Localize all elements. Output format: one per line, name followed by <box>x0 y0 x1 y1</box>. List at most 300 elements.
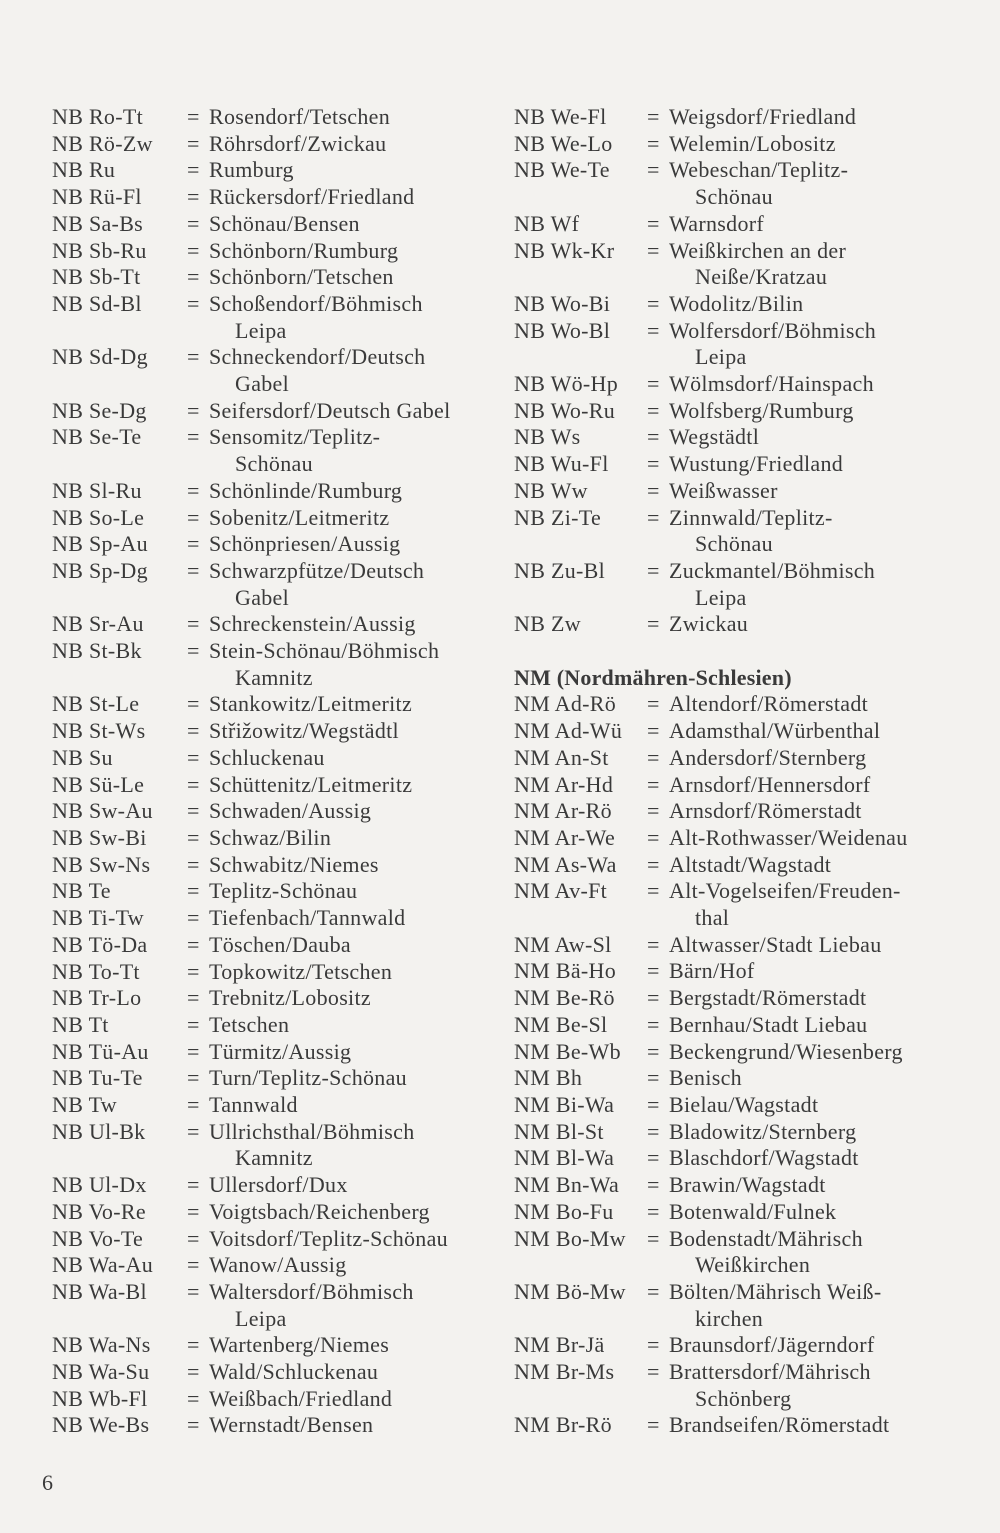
place-name-line: Weißbach/Friedland <box>209 1385 393 1411</box>
place-name-continuation: Gabel <box>235 584 290 610</box>
entry-code: NB Su <box>52 744 113 770</box>
entry-code: NB Tw <box>52 1092 117 1118</box>
list-item <box>514 451 984 478</box>
equals-sign: = <box>647 1359 660 1385</box>
entry-place-name <box>669 985 984 1012</box>
entry-code: NB We-Bs <box>52 1412 150 1438</box>
equals-sign: = <box>647 1198 660 1224</box>
entry-place-name <box>669 424 984 451</box>
list-item <box>514 745 984 772</box>
place-name-line: Weißkirchen an der <box>669 237 847 263</box>
list-item <box>52 1279 522 1332</box>
equals-sign: = <box>647 130 660 156</box>
entry-place-name <box>209 1039 522 1066</box>
entry-place-name <box>209 611 522 638</box>
equals-sign: = <box>647 1065 660 1091</box>
entry-code: NB Te <box>52 878 111 904</box>
list-item <box>514 424 984 451</box>
entry-code: NM Bä-Ho <box>514 958 617 984</box>
equals-sign: = <box>187 264 200 290</box>
list-item <box>52 104 522 131</box>
place-name-line: Wölmsdorf/Hainspach <box>669 371 874 397</box>
entry-place-name <box>669 878 984 931</box>
entry-place-name <box>209 1412 522 1439</box>
equals-sign: = <box>187 1038 200 1064</box>
place-name-line: Brattersdorf/Mährisch <box>669 1359 871 1385</box>
list-item <box>52 1065 522 1092</box>
entry-code: NM As-Wa <box>514 851 617 877</box>
entry-place-name <box>209 1252 522 1279</box>
entry-code: NB Ww <box>514 477 588 503</box>
entry-place-name <box>669 1172 984 1199</box>
list-item <box>514 611 984 638</box>
equals-sign: = <box>187 985 200 1011</box>
place-name-line: Voigtsbach/Reichenberg <box>209 1198 430 1224</box>
entry-code: NB Ul-Dx <box>52 1172 147 1198</box>
equals-sign: = <box>187 344 200 370</box>
equals-sign: = <box>187 851 200 877</box>
place-name-line: Schneckendorf/Deutsch <box>209 344 426 370</box>
equals-sign: = <box>187 1278 200 1304</box>
entry-code: NB Tü-Au <box>52 1038 149 1064</box>
list-item <box>514 104 984 131</box>
entry-code: NM Bl-St <box>514 1118 604 1144</box>
place-name-continuation: Leipa <box>695 584 747 610</box>
place-name-line: Braunsdorf/Jägerndorf <box>669 1332 875 1358</box>
right-column <box>514 104 984 1439</box>
list-item <box>514 852 984 879</box>
list-item <box>52 852 522 879</box>
list-item <box>52 611 522 638</box>
equals-sign: = <box>647 1332 660 1358</box>
place-name-line: Weißwasser <box>669 477 778 503</box>
list-item <box>52 1226 522 1253</box>
entry-code: NB We-Lo <box>514 130 613 156</box>
list-item <box>52 344 522 397</box>
entry-place-name <box>669 852 984 879</box>
entry-code: NB Wa-Ns <box>52 1332 151 1358</box>
entry-code: NB Wo-Bl <box>514 317 611 343</box>
list-item <box>514 1145 984 1172</box>
section-heading: NM (Nordmähren-Schlesien) <box>514 664 792 690</box>
list-item <box>514 772 984 799</box>
equals-sign: = <box>647 851 660 877</box>
equals-sign: = <box>647 1278 660 1304</box>
equals-sign: = <box>647 104 660 129</box>
list-item <box>514 318 984 371</box>
equals-sign: = <box>647 424 660 450</box>
place-name-line: Welemin/Lobositz <box>669 130 836 156</box>
place-name-line: Rückersdorf/Friedland <box>209 184 415 210</box>
place-name-line: Alt-Rothwasser/Weidenau <box>669 824 908 850</box>
entry-place-name <box>209 691 522 718</box>
equals-sign: = <box>647 1145 660 1171</box>
equals-sign: = <box>647 878 660 904</box>
list-item <box>514 131 984 158</box>
place-name-line: Sobenitz/Leitmeritz <box>209 504 390 530</box>
place-name-continuation: Neiße/Kratzau <box>695 264 828 290</box>
place-name-line: Bärn/Hof <box>669 958 755 984</box>
entry-code: NB Tö-Da <box>52 931 148 957</box>
entry-code: NM Bi-Wa <box>514 1092 615 1117</box>
equals-sign: = <box>647 504 660 530</box>
equals-sign: = <box>187 531 200 557</box>
entry-code: NM Ar-We <box>514 824 616 850</box>
entry-code: NB Wu-Fl <box>514 451 609 477</box>
entry-place-name <box>209 825 522 852</box>
entry-place-name <box>209 131 522 158</box>
entry-place-name <box>669 318 984 371</box>
list-item <box>52 638 522 691</box>
place-name-line: Zuckmantel/Böhmisch <box>669 557 876 583</box>
entry-code: NB Sd-Bl <box>52 290 142 316</box>
equals-sign: = <box>187 1385 200 1411</box>
equals-sign: = <box>647 371 660 397</box>
place-name-line: Botenwald/Fulnek <box>669 1198 837 1224</box>
list-item <box>52 424 522 477</box>
equals-sign: = <box>187 477 200 503</box>
list-item <box>52 745 522 772</box>
entry-code: NB St-Ws <box>52 718 146 744</box>
list-item <box>52 558 522 611</box>
equals-sign: = <box>647 691 660 717</box>
equals-sign: = <box>647 1011 660 1037</box>
place-name-continuation: Weißkirchen <box>695 1252 811 1278</box>
list-item <box>514 958 984 985</box>
list-item <box>514 238 984 291</box>
place-name-line: Trebnitz/Lobositz <box>209 985 371 1011</box>
entry-code: NB Sü-Le <box>52 771 145 797</box>
place-name-line: Wanow/Aussig <box>209 1252 347 1278</box>
entry-place-name <box>669 1092 984 1119</box>
list-item <box>514 1359 984 1412</box>
list-item <box>514 798 984 825</box>
place-name-line: Bergstadt/Römerstadt <box>669 985 867 1011</box>
place-name-continuation: Leipa <box>235 1305 287 1331</box>
place-name-line: Bölten/Mährisch Weiß- <box>669 1278 882 1304</box>
entry-place-name <box>209 184 522 211</box>
place-name-continuation: Schönberg <box>695 1385 792 1411</box>
place-name-line: Schönau/Bensen <box>209 210 360 236</box>
equals-sign: = <box>647 985 660 1011</box>
equals-sign: = <box>647 1092 660 1117</box>
place-name-line: Wolfsberg/Rumburg <box>669 397 854 423</box>
entry-code: NB So-Le <box>52 504 145 530</box>
entry-place-name <box>209 531 522 558</box>
entry-code: NB Wf <box>514 210 580 236</box>
entry-code: NB Ru <box>52 157 116 183</box>
list-item <box>52 398 522 425</box>
entry-place-name <box>209 1065 522 1092</box>
entry-place-name <box>209 344 522 397</box>
equals-sign: = <box>187 878 200 904</box>
entry-code: NB Rö-Zw <box>52 130 153 156</box>
entry-code: NB Tt <box>52 1011 109 1037</box>
list-item <box>52 478 522 505</box>
equals-sign: = <box>187 1359 200 1385</box>
entry-code: NM Ad-Rö <box>514 691 617 717</box>
list-item <box>514 932 984 959</box>
list-item <box>52 1039 522 1066</box>
entry-place-name <box>669 1199 984 1226</box>
entry-place-name <box>669 1039 984 1066</box>
entry-place-name <box>669 745 984 772</box>
entry-code: NB Sd-Dg <box>52 344 148 370</box>
list-item <box>514 505 984 558</box>
entry-code: NM Bl-Wa <box>514 1145 615 1171</box>
equals-sign: = <box>187 504 200 530</box>
entry-place-name <box>209 905 522 932</box>
entry-code: NM Be-Sl <box>514 1011 608 1037</box>
list-item <box>514 558 984 611</box>
equals-sign: = <box>187 237 200 263</box>
place-name-continuation: thal <box>695 905 730 931</box>
entry-code: NB Se-Dg <box>52 397 147 423</box>
list-item <box>514 1172 984 1199</box>
list-item <box>514 157 984 210</box>
entry-place-name <box>209 852 522 879</box>
list-item <box>514 985 984 1012</box>
equals-sign: = <box>187 424 200 450</box>
entry-code: NB Wa-Su <box>52 1359 150 1385</box>
list-item <box>514 1332 984 1359</box>
entry-place-name <box>209 1172 522 1199</box>
entry-place-name <box>669 238 984 291</box>
place-name-line: Alt-Vogelseifen/Freuden- <box>669 878 901 904</box>
entry-place-name <box>209 1012 522 1039</box>
equals-sign: = <box>647 611 660 637</box>
entry-place-name <box>209 1386 522 1413</box>
place-name-line: Andersdorf/Sternberg <box>669 744 867 770</box>
entry-place-name <box>209 932 522 959</box>
entry-code: NM Av-Ft <box>514 878 608 904</box>
entry-place-name <box>209 558 522 611</box>
list-item <box>52 1012 522 1039</box>
place-name-line: Altendorf/Römerstadt <box>669 691 869 717</box>
entry-place-name <box>209 745 522 772</box>
entry-place-name <box>209 638 522 691</box>
entry-code: NM Bn-Wa <box>514 1172 620 1198</box>
equals-sign: = <box>187 130 200 156</box>
place-name-line: Blaschdorf/Wagstadt <box>669 1145 859 1171</box>
list-item <box>52 772 522 799</box>
entry-code: NB Sw-Ns <box>52 851 151 877</box>
equals-sign: = <box>647 477 660 503</box>
list-item <box>52 1412 522 1439</box>
place-name-line: Sensomitz/Teplitz- <box>209 424 381 450</box>
equals-sign: = <box>187 798 200 824</box>
list-item <box>514 878 984 931</box>
entry-code: NB St-Bk <box>52 638 142 664</box>
entry-code: NB Sa-Bs <box>52 210 144 236</box>
entry-place-name <box>209 264 522 291</box>
entry-place-name <box>209 1359 522 1386</box>
place-name-line: Schönborn/Rumburg <box>209 237 399 263</box>
place-name-line: Schoßendorf/Böhmisch <box>209 290 423 316</box>
place-name-line: Arnsdorf/Hennersdorf <box>669 771 871 797</box>
list-item <box>52 1252 522 1279</box>
equals-sign: = <box>187 611 200 637</box>
entry-code: NB Wö-Hp <box>514 371 619 397</box>
list-item <box>52 905 522 932</box>
list-item <box>52 131 522 158</box>
entry-place-name <box>669 211 984 238</box>
place-name-line: Stein-Schönau/Böhmisch <box>209 638 440 664</box>
equals-sign: = <box>647 157 660 183</box>
place-name-line: Schönlinde/Rumburg <box>209 477 403 503</box>
entry-place-name <box>669 1065 984 1092</box>
entry-code: NM Br-Rö <box>514 1412 612 1438</box>
list-item <box>52 959 522 986</box>
equals-sign: = <box>187 905 200 931</box>
list-item <box>514 825 984 852</box>
entry-code: NM Ar-Hd <box>514 771 614 797</box>
entry-code: NB Ro-Tt <box>52 104 144 129</box>
list-item <box>514 1092 984 1119</box>
equals-sign: = <box>647 1225 660 1251</box>
list-item <box>514 1065 984 1092</box>
entry-code: NB Sw-Au <box>52 798 153 824</box>
entry-place-name <box>669 798 984 825</box>
entry-place-name <box>669 371 984 398</box>
entry-place-name <box>209 505 522 532</box>
equals-sign: = <box>647 317 660 343</box>
equals-sign: = <box>187 1332 200 1358</box>
place-name-line: Wegstädtl <box>669 424 760 450</box>
list-item <box>52 985 522 1012</box>
place-name-line: Střižowitz/Wegstädtl <box>209 718 399 744</box>
entry-place-name <box>669 1279 984 1332</box>
equals-sign: = <box>187 931 200 957</box>
entry-place-name <box>209 424 522 477</box>
list-item <box>52 691 522 718</box>
equals-sign: = <box>187 1011 200 1037</box>
list-item <box>52 1172 522 1199</box>
entry-place-name <box>669 1332 984 1359</box>
equals-sign: = <box>187 1065 200 1091</box>
entry-place-name <box>669 1012 984 1039</box>
equals-sign: = <box>647 958 660 984</box>
left-column <box>52 104 522 1439</box>
list-item <box>514 1119 984 1146</box>
list-item <box>52 211 522 238</box>
entry-code: NB To-Tt <box>52 958 140 984</box>
entry-code: NB Sp-Dg <box>52 557 148 583</box>
list-item <box>52 238 522 265</box>
place-name-line: Röhrsdorf/Zwickau <box>209 130 387 156</box>
place-name-line: Wernstadt/Bensen <box>209 1412 374 1438</box>
place-name-line: Tiefenbach/Tannwald <box>209 905 406 931</box>
entry-place-name <box>209 985 522 1012</box>
entry-code: NB Zu-Bl <box>514 557 606 583</box>
place-name-line: Beckengrund/Wiesenberg <box>669 1038 903 1064</box>
place-name-line: Webeschan/Teplitz- <box>669 157 849 183</box>
entry-place-name <box>209 104 522 131</box>
equals-sign: = <box>187 1225 200 1251</box>
nb-entries <box>514 104 984 638</box>
equals-sign: = <box>647 771 660 797</box>
list-item <box>52 1199 522 1226</box>
place-name-line: Rosendorf/Tetschen <box>209 104 391 129</box>
entry-code: NM Bo-Mw <box>514 1225 626 1251</box>
equals-sign: = <box>647 931 660 957</box>
entry-place-name <box>669 104 984 131</box>
list-item <box>52 932 522 959</box>
place-name-line: Tetschen <box>209 1011 290 1037</box>
entry-place-name <box>209 798 522 825</box>
entry-place-name <box>209 1226 522 1253</box>
list-item <box>514 1226 984 1279</box>
list-item <box>514 1279 984 1332</box>
place-name-continuation: Schönau <box>695 531 773 557</box>
equals-sign: = <box>647 1038 660 1064</box>
equals-sign: = <box>187 210 200 236</box>
place-name-line: Schwaz/Bilin <box>209 824 332 850</box>
equals-sign: = <box>647 1412 660 1438</box>
entry-code: NM Bh <box>514 1065 583 1091</box>
list-item <box>52 264 522 291</box>
entry-code: NB St-Le <box>52 691 140 717</box>
entry-place-name <box>209 1119 522 1172</box>
entry-place-name <box>669 398 984 425</box>
entry-place-name <box>209 478 522 505</box>
place-name-line: Stankowitz/Leitmeritz <box>209 691 413 717</box>
place-name-line: Schönborn/Tetschen <box>209 264 394 290</box>
entry-place-name <box>669 478 984 505</box>
list-item <box>514 1012 984 1039</box>
place-name-line: Turn/Teplitz-Schönau <box>209 1065 407 1091</box>
place-name-line: Topkowitz/Tetschen <box>209 958 393 984</box>
entry-place-name <box>669 1226 984 1279</box>
place-name-continuation: Kamnitz <box>235 664 313 690</box>
entry-code: NB We-Fl <box>514 104 607 129</box>
equals-sign: = <box>187 718 200 744</box>
entry-code: NB Zw <box>514 611 581 637</box>
entry-place-name <box>669 558 984 611</box>
entry-code: NB Zi-Te <box>514 504 602 530</box>
equals-sign: = <box>647 290 660 316</box>
entry-place-name <box>669 291 984 318</box>
list-item <box>514 398 984 425</box>
entry-place-name <box>209 878 522 905</box>
equals-sign: = <box>647 718 660 744</box>
equals-sign: = <box>187 1092 200 1118</box>
place-name-continuation: Leipa <box>695 344 747 370</box>
place-name-line: Brandseifen/Römerstadt <box>669 1412 890 1438</box>
place-name-continuation: Schönau <box>235 451 313 477</box>
entry-code: NB Wb-Fl <box>52 1385 148 1411</box>
list-item <box>52 184 522 211</box>
list-item <box>52 1332 522 1359</box>
place-name-line: Voitsdorf/Teplitz-Schönau <box>209 1225 448 1251</box>
place-name-line: Brawin/Wagstadt <box>669 1172 826 1198</box>
entry-place-name <box>669 932 984 959</box>
place-name-line: Waltersdorf/Böhmisch <box>209 1278 414 1304</box>
equals-sign: = <box>187 771 200 797</box>
entry-code: NB Wa-Au <box>52 1252 154 1278</box>
place-name-line: Bladowitz/Sternberg <box>669 1118 857 1144</box>
entry-code: NB Rü-Fl <box>52 184 142 210</box>
equals-sign: = <box>647 237 660 263</box>
entry-code: NB Ul-Bk <box>52 1118 146 1144</box>
entry-code: NM Be-Wb <box>514 1038 621 1064</box>
list-item <box>52 1092 522 1119</box>
place-name-line: Schüttenitz/Leitmeritz <box>209 771 413 797</box>
entry-code: NB Tu-Te <box>52 1065 143 1091</box>
entry-place-name <box>669 1119 984 1146</box>
entry-code: NB Tr-Lo <box>52 985 142 1011</box>
list-item <box>514 691 984 718</box>
